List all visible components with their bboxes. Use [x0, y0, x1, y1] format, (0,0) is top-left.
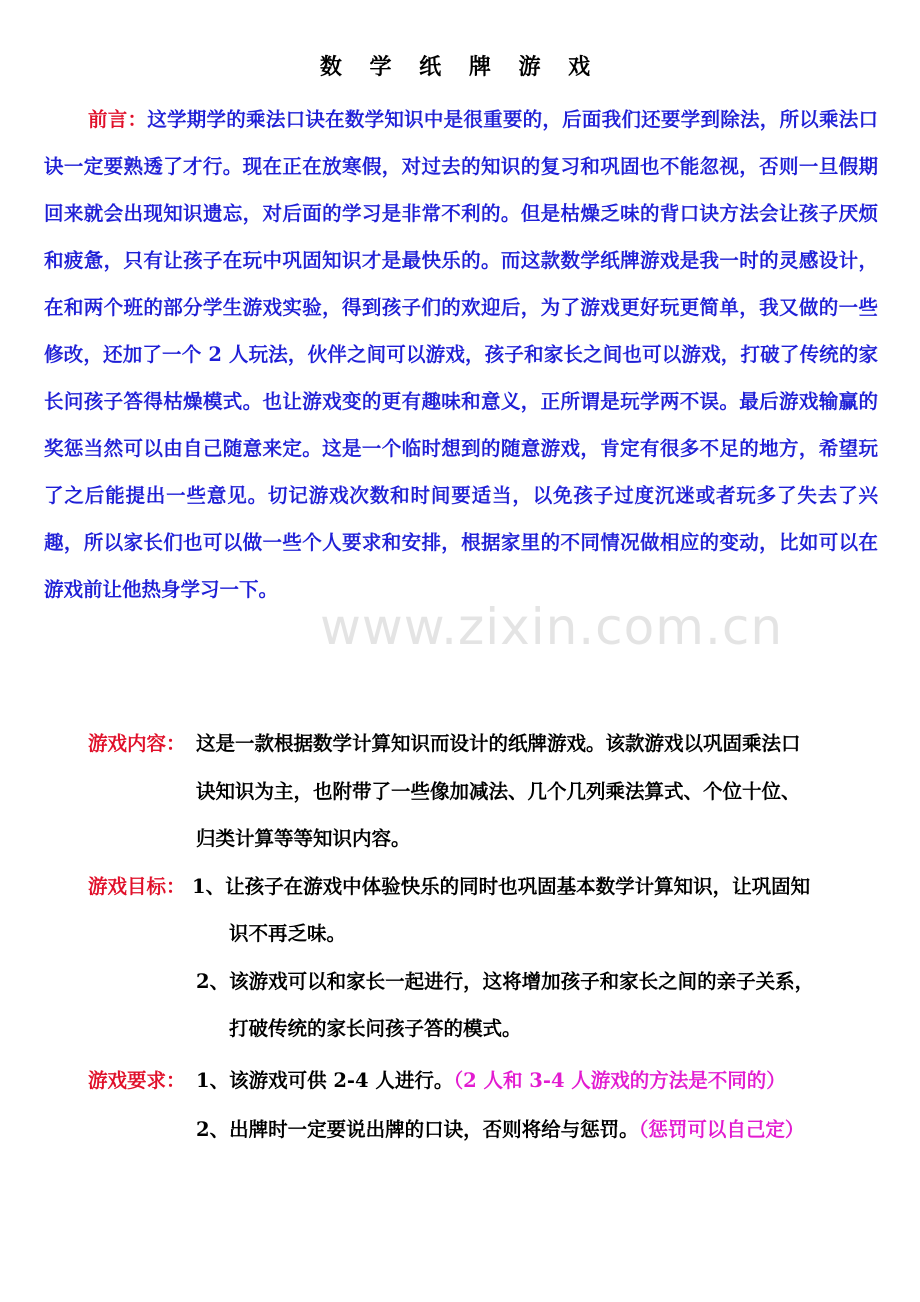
requirement-item: [196, 1106, 804, 1153]
requirement-item: [196, 1057, 786, 1104]
page-title: 数 学 纸 牌 游 戏: [319, 54, 601, 80]
goal-item: 1、让孩子在游戏中体验快乐的同时也巩固基本数学计算知识，让巩固知: [192, 875, 811, 898]
goal-item-cont: 打破传统的家长问孩子答的模式。: [229, 1017, 522, 1040]
preface-text: 这学期学的乘法口诀在数学知识中是很重要的，后面我们还要学到除法，所以乘法口诀一定要熟透了才行。现在正在放寒假，对过去的知识的复习和巩固也不能忽视，否则一旦假期回来就会出现知识遗忘，对后面的学习是非常不利的。但是枯燥乏味的背口诀方法会让孩子厌烦和疲惫，只有让孩子在玩中巩固知识才是最快乐的。而这款数学纸牌游戏是我一时的灵感设计，在和两个班的部分学生游戏实验，得到孩子们的欢迎后，为了游戏更好玩更简单，我又做的一些修改，还加了一个 2 人玩法，伙伴之间可以游戏，孩子和家长之间也可以游戏，打破了传统的家长问孩子答得枯燥模式。也让游戏变的更有趣味和意义，正所谓是玩学两不误。最后游戏输赢的奖惩当然可以由自己随意来定。这是一个临时想到的随意游戏，肯定有很多不足的地方，希望玩了之后能提出一些意见。切记游戏次数和时间要适当，以免孩子过度沉迷或者玩多了失去了兴趣，所以家长们也可以做一些个人要求和安排，根据家里的不同情况做相应的变动，比如可以在游戏前让他热身学习一下。: [44, 108, 878, 601]
content-label: 游戏内容：: [88, 732, 186, 755]
requirement-note: （2 人和 3-4 人游戏的方法是不同的）: [453, 1069, 786, 1092]
requirements-label: 游戏要求：: [88, 1069, 186, 1092]
content-line: 这是一款根据数学计算知识而设计的纸牌游戏。该款游戏以巩固乘法口: [196, 732, 801, 755]
preface-label: 前言：: [88, 108, 148, 131]
requirement-note: （惩罚可以自己定）: [638, 1118, 805, 1141]
requirement-text: 2、出牌时一定要说出牌的口诀，否则将给与惩罚。: [196, 1118, 639, 1141]
requirement-text: 1、该游戏可供 2-4 人进行。: [196, 1069, 454, 1092]
goal-item-cont: 识不再乏味。: [229, 922, 347, 945]
goal-item: 2、该游戏可以和家长一起进行，这将增加孩子和家长之间的亲子关系，: [196, 970, 815, 993]
goals-label: 游戏目标：: [88, 875, 186, 898]
preface-paragraph: [44, 96, 878, 613]
content-line: 诀知识为主，也附带了一些像加减法、几个几列乘法算式、个位十位、: [196, 780, 801, 803]
content-line: 归类计算等等知识内容。: [196, 827, 411, 850]
watermark: www.zixin.com.cn: [320, 598, 784, 656]
